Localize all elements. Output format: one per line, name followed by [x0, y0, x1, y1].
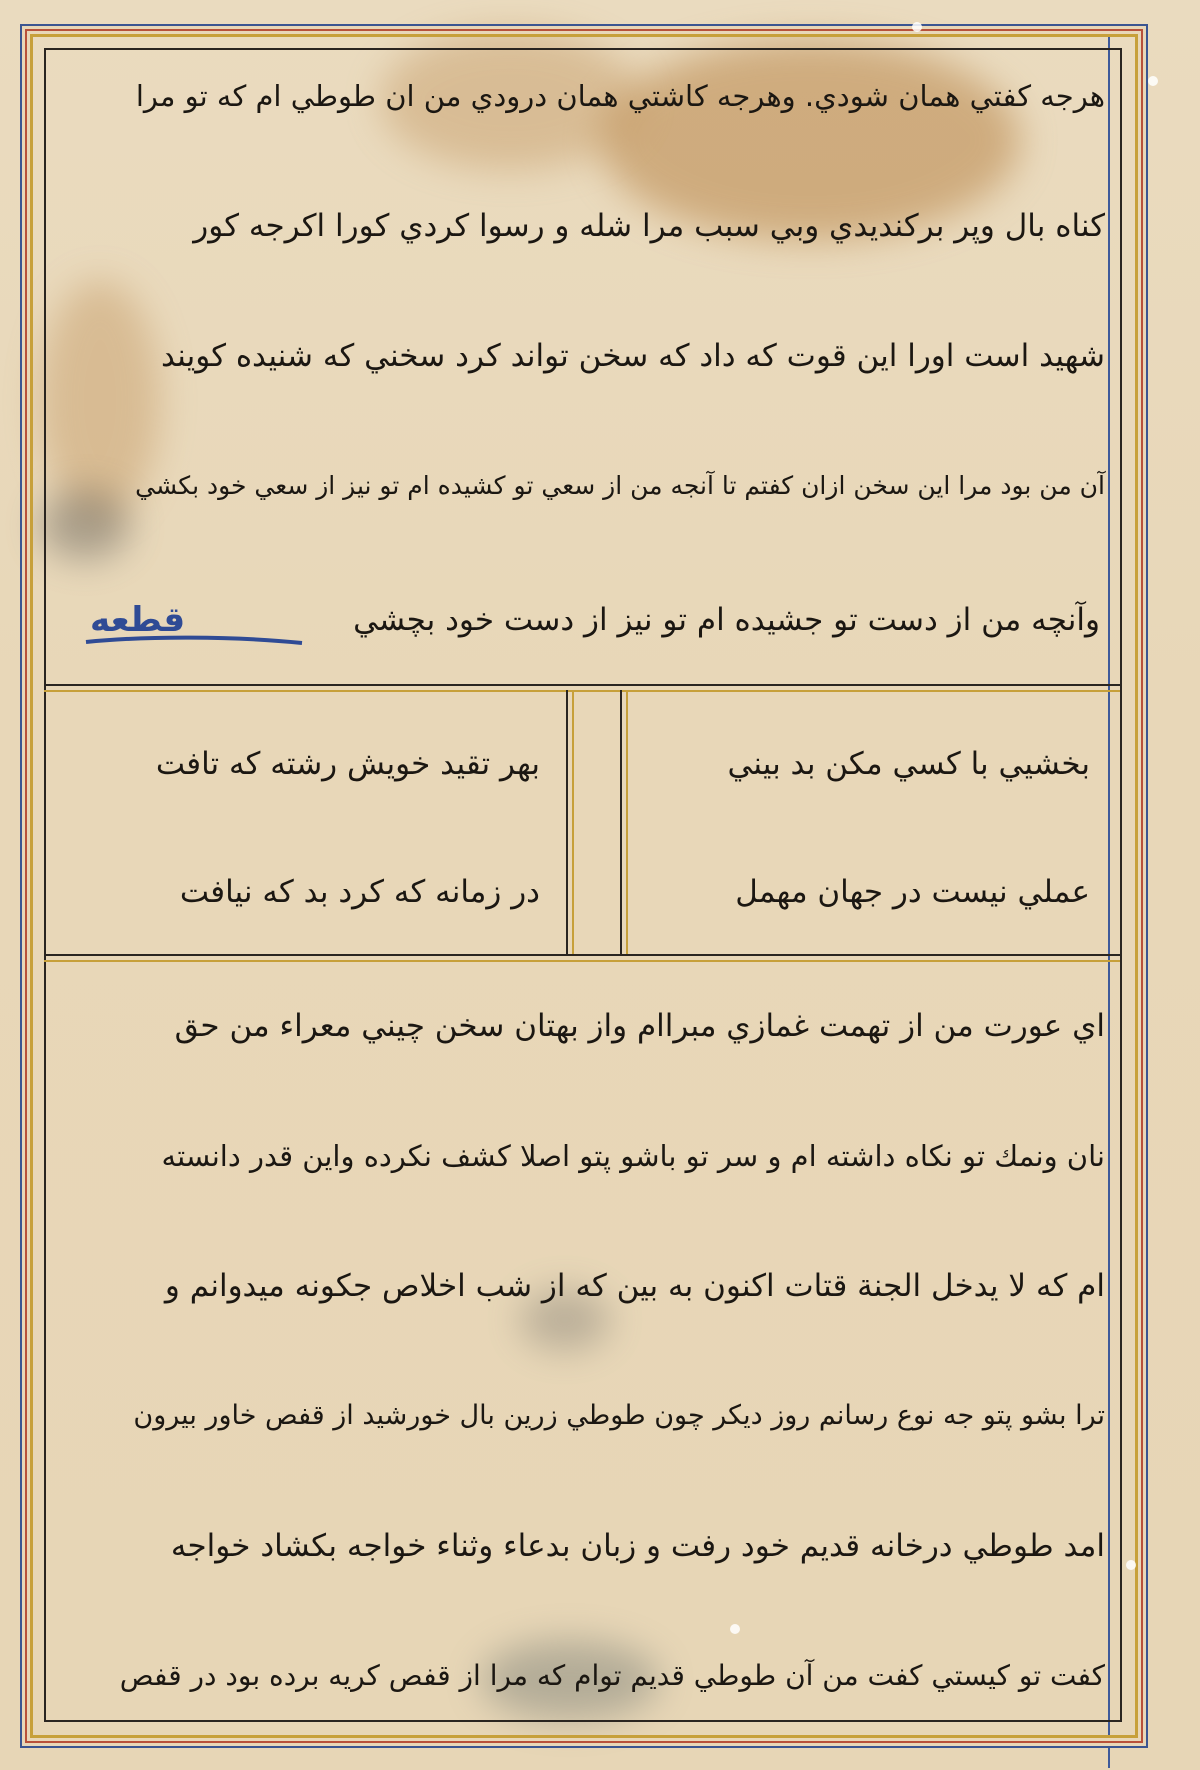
- pin-hole: [912, 22, 922, 32]
- text-line-3: شهيد است اورا اين قوت كه داد كه سخن تواند كرد سخني كه شنيده كويند: [160, 338, 1105, 374]
- text-line-2: كناه بال وپر بركنديدي وبي سبب مرا شله و رسوا كردي كورا اكرجه كور: [193, 208, 1105, 244]
- text-line-10: امد طوطي درخانه قديم خود رفت و زبان بدعاء وثناء خواجه بكشاد خواجه: [170, 1528, 1105, 1564]
- text-line-5: وآنچه من از دست تو جشيده ام تو نيز از دست خود بچشي: [353, 602, 1100, 638]
- verse-gutter-right-gold: [626, 690, 628, 954]
- heading-swash: [84, 634, 304, 648]
- verse-left-1: بهر تقيد خويش رشته كه تافت: [155, 746, 540, 782]
- verse-gutter-left: [566, 690, 568, 954]
- text-line-9: ترا بشو پتو جه نوع رسانم روز ديكر چون طوطي زرين بال خورشيد از قفص خاور بيرون: [133, 1400, 1105, 1431]
- verse-top-rule-2: [44, 690, 1120, 692]
- text-line-11: كفت تو كيستي كفت من آن طوطي قديم توام كه مرا از قفص كريه برده بود در قفص: [119, 1659, 1105, 1692]
- pin-hole: [730, 1624, 740, 1634]
- text-line-4: آن من بود مرا اين سخن ازان كفتم تا آنجه من از سعي تو كشيده ام تو نيز از سعي خود بكشي: [135, 471, 1105, 500]
- text-line-7: نان ونمك تو نكاه داشته ام و سر تو باشو پتو اصلا كشف نكرده واين قدر دانسته: [161, 1139, 1105, 1173]
- text-line-6: اي عورت من از تهمت غمازي مبراام واز بهتان سخن چيني معراء من حق: [174, 1008, 1105, 1044]
- verse-left-2: در زمانه كه كرد بد كه نيافت: [179, 874, 540, 910]
- pin-hole: [1148, 76, 1158, 86]
- verse-right-2: عملي نيست در جهان مهمل: [735, 874, 1090, 910]
- verse-bottom-rule-2: [44, 960, 1120, 962]
- verse-top-rule: [44, 684, 1120, 686]
- verse-right-1: بخشيي با كسي مكن بد بيني: [727, 746, 1090, 782]
- text-line-1: هرجه كفتي همان شودي. وهرجه كاشتي همان درودي من ان طوطي ام كه تو مرا: [135, 79, 1105, 113]
- text-line-8: ام كه لا يدخل الجنة قتات اكنون به بين كه از شب اخلاص جكونه ميدوانم و: [164, 1268, 1105, 1304]
- section-heading: قطعه: [90, 600, 186, 640]
- verse-gutter-left-gold: [572, 690, 574, 954]
- verse-gutter-right: [620, 690, 622, 954]
- pin-hole: [1126, 1560, 1136, 1570]
- verse-bottom-rule: [44, 954, 1120, 956]
